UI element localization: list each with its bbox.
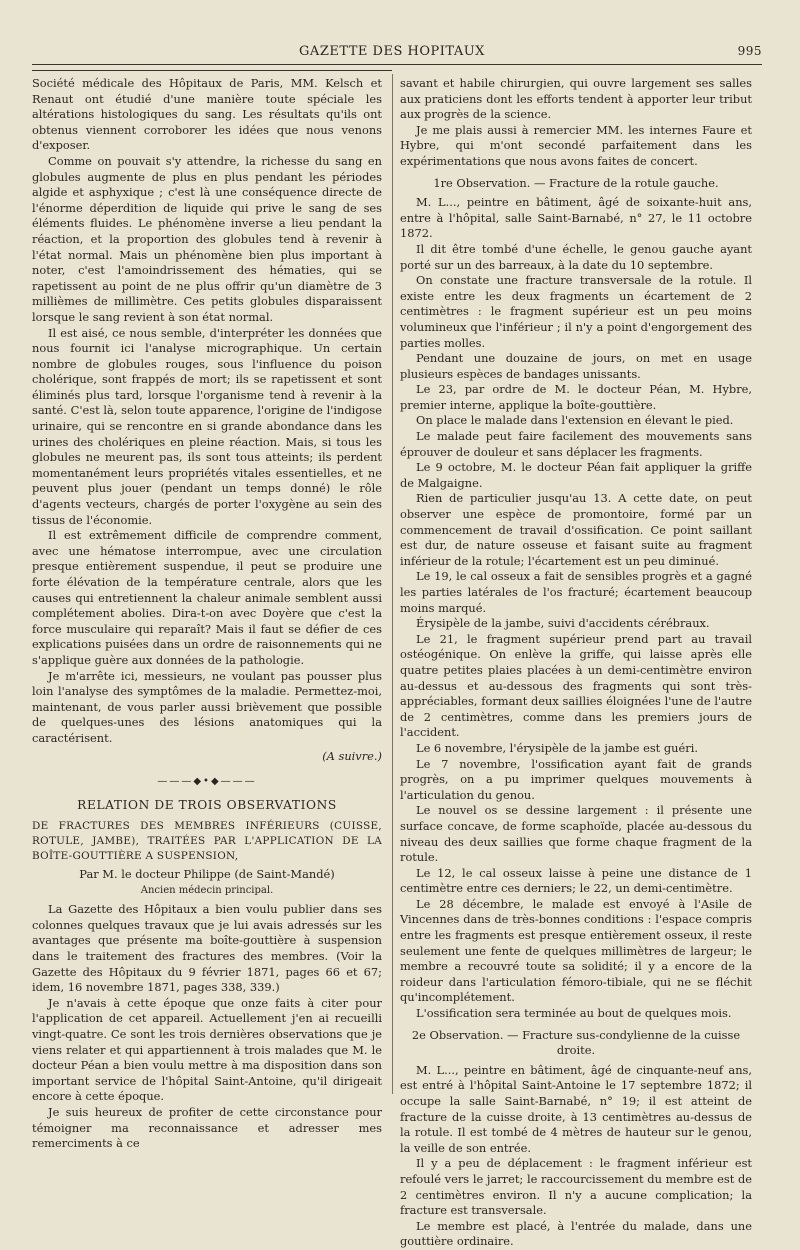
paragraph: L'ossification sera terminée au bout de quelques mois. xyxy=(416,1006,732,1021)
paragraph: savant et habile chirurgien, qui ouvre largement ses salles aux praticiens dont les efforts tendent à apporter leur tribut aux progrès de la science. xyxy=(400,76,752,122)
paragraph: M. L..., peintre en bâtiment, âgé de soixante-huit ans, entre à l'hôpital, salle Saint-Barnabé, n° 27, le 11 octobre 1872. xyxy=(400,195,752,241)
paragraph: Il dit être tombé d'une échelle, le genou gauche ayant porté sur un des barreaux, à la date du 10 septembre. xyxy=(400,241,752,272)
to-be-continued: (A suivre.) xyxy=(322,748,382,763)
newspaper-page xyxy=(22,30,762,1249)
paragraph: Érysipèle de la jambe, suivi d'accidents cérébraux. xyxy=(416,616,710,631)
paragraph: Le malade peut faire facilement des mouvements sans éprouver de douleur et sans déplacer les fragments. xyxy=(400,429,752,459)
paragraph: Le 7 novembre, l'ossification ayant fait de grands progrès, on a pu imprimer quelques mouvements à l'articulation du genou. xyxy=(400,756,752,802)
paragraph: M. L..., peintre en bâtiment, âgé de cinquante-neuf ans, est entré à l'hôpital Saint-Antoine le 17 septembre 1872; il occupe la salle Saint-Barnabé, n° 19; il est atteint de fracture de la cuisse droite, à 13 centimètres au-dessus de la rotule. Il est tombé de 4 mètres de hauteur sur le genou, la veille de son entrée. xyxy=(400,1062,752,1155)
journal-title: GAZETTE DES HOPITAUX xyxy=(299,44,485,59)
paragraph: On constate une fracture transversale de la rotule. Il existe entre les deux fragments un écartement de 2 centimètres : le fragment supérieur est un peu moins volumineux que l'inférieur ; il n'y a point d'engorgement des parties molles. xyxy=(400,273,752,350)
paragraph: Je n'avais à cette époque que onze faits à citer pour l'application de cet appareil. Actuellement j'en ai recueilli vingt-quatre. Ce sont les trois dernières observations que je viens relater et qui appartiennent à trois malades que M. le docteur Péan a bien voulu mettre à ma disposition dans son important service de l'hôpital Saint-Antoine, qu'il dirigeait encore à cette époque. xyxy=(32,995,382,1104)
paragraph: Il est extrêmement difficile de comprendre comment, avec une hématose interrompue, avec une circulation presque entièrement suspendue, il peut se produire une forte élévation de la température centrale, alors que les causes qui entretiennent la chaleur animale semblent aussi complétement abolies. Dira-t-on avec Doyère que c'est la force musculaire qui reparaît? Mais il faut se défier de ces explications puisées dans un ordre de raisonnements qui ne s'applique guère aux données de la pathologie. xyxy=(32,528,382,667)
paragraph: Le 28 décembre, le malade est envoyé à l'Asile de Vincennes dans de très-bonnes conditions : l'espace compris entre les fragments est presque entièrement osseux, il reste seulement une fente de quelques millimètres de largeur; le membre a recouvré toute sa solidité; il y a encore de la roideur dans l'articulation fémoro-tibiale, qui ne se fléchit qu'incomplétement. xyxy=(400,896,752,1005)
paragraph: Le 23, par ordre de M. le docteur Péan, M. Hybre, premier interne, applique la boîte-gouttière. xyxy=(400,382,752,412)
paragraph: Il y a peu de déplacement : le fragment inférieur est refoulé vers le jarret; le raccourcissement du membre est de 2 centimètres environ. Il n'y a aucune complication; la fracture est transversale. xyxy=(400,1156,752,1218)
header-rule xyxy=(32,64,762,65)
paragraph: Je m'arrête ici, messieurs, ne voulant pas pousser plus loin l'analyse des symptômes de la maladie. Permettez-moi, maintenant, de vous parler aussi brièvement que possible de quelques-unes des lésions anatomiques qui la caractérisent. xyxy=(32,668,382,745)
paragraph: Le 6 novembre, l'érysipèle de la jambe est guéri. xyxy=(416,740,698,755)
paragraph: Le 12, le cal osseux laisse à peine une distance de 1 centimètre entre ces derniers; le 22, un demi-centimètre. xyxy=(400,865,752,896)
paragraph: Il est aisé, ce nous semble, d'interpréter les données que nous fournit ici l'analyse micrographique. Un certain nombre de globules rouges, sous l'influence du poison cholérique, sont frappés de mort; ils se rapetissent et sont éliminés plus tard, lorsque l'organisme tend à revenir à la santé. C'est là, selon toute apparence, l'origine de l'indigose urinaire, qui se rencontre en si grande abondance dans les urines des cholériques en pleine réaction. Mais, si tous les globules ne meurent pas, ils sont tous atteints; ils perdent momentanément leurs propriétés vitales essentielles, et ne peuvent plus jouer (pendant un temps donné) le rôle d'agents vecteurs, chargés de porter l'oxygène au sein des tissus de l'économie. xyxy=(32,325,382,527)
paragraph: Le 19, le cal osseux a fait de sensibles progrès et a gagné les parties latérales de l'os fracturé; écartement beaucoup moins marqué. xyxy=(400,569,752,615)
paragraph: Le nouvel os se dessine largement : il présente une surface concave, de forme scaphoïde, placée au-dessous du niveau des deux saillies que forme chaque fragment de la rotule. xyxy=(400,803,752,865)
observation-1-title: 1re Observation. — Fracture de la rotule gauche. xyxy=(433,175,719,190)
paragraph: Le 21, le fragment supérieur prend part au travail ostéogénique. On enlève la griffe, qui laisse après elle quatre petites plaies placées à un demi-centimètre environ au-dessus et au-dessous des fragments qui sont très-appréciables, formant deux saillies éloignées l'une de l'autre de 2 centimètres, comme dans les premiers jours de l'accident. xyxy=(400,631,752,740)
column-separator xyxy=(392,74,393,1094)
paragraph: Pendant une douzaine de jours, on met en usage plusieurs espèces de bandages unissants. xyxy=(400,351,752,381)
paragraph: Comme on pouvait s'y attendre, la richesse du sang en globules augmente de plus en plus pendant les périodes algide et asphyxique ; c'est là une conséquence directe de l'énorme déperdition de liquide qui prive le sang de ses éléments fluides. Le phénomène inverse a lieu pendant la réaction, et la proportion des globules tend à revenir à l'état normal. Mais un phénomène bien plus important à noter, c'est l'amoindrissement des hématies, qui se rapetissent au point de ne plus offrir qu'un diamètre de 3 millièmes de millimètre. Ces petits globules disparaissent lorsque le sang revient à son état normal. xyxy=(32,153,382,324)
author-role: Ancien médecin principal. xyxy=(140,884,274,896)
section-ornament: ———◆•◆——— xyxy=(157,776,257,788)
left-column xyxy=(32,76,382,1152)
right-column xyxy=(400,76,752,1250)
article-author: Par M. le docteur Philippe (de Saint-Mandé) xyxy=(79,867,335,882)
paragraph: Je me plais aussi à remercier MM. les internes Faure et Hybre, qui m'ont secondé parfaitement dans les expérimentations que nous avons faites de concert. xyxy=(400,122,752,168)
section-subtitle: DE FRACTURES DES MEMBRES INFÉRIEURS (CUISSE, ROTULE, JAMBE), TRAITÉES PAR L'APPLICATION DE LA BOÎTE-GOUTTIÈRE A SUSPENSION, xyxy=(32,820,382,862)
observation-2-title: 2e Observation. — Fracture sus-condylienne de la cuisse droite. xyxy=(411,1027,741,1058)
paragraph: La Gazette des Hôpitaux a bien voulu publier dans ses colonnes quelques travaux que je lui avais adressés sur les avantages que présente ma boîte-gouttière à suspension dans le traitement des fractures des membres. (Voir la Gazette des Hôpitaux du 9 février 1871, pages 66 et 67; idem, 16 novembre 1871, pages 338, 339.) xyxy=(32,902,382,995)
paragraph: Le membre est placé, à l'entrée du malade, dans une gouttière ordinaire. xyxy=(400,1218,752,1249)
section-title: RELATION DE TROIS OBSERVATIONS xyxy=(77,797,337,812)
page-number: 995 xyxy=(737,44,762,58)
page-header xyxy=(22,42,762,62)
paragraph: Le 9 octobre, M. le docteur Péan fait appliquer la griffe de Malgaigne. xyxy=(400,460,752,490)
paragraph: Société médicale des Hôpitaux de Paris, MM. Kelsch et Renaut ont étudié d'une manière toute spéciale les altérations histologiques du sang. Les résultats qu'ils ont obtenus viennent corroborer les idées que nous venons d'exposer. xyxy=(32,76,382,153)
header-rule-left xyxy=(32,70,392,71)
paragraph: On place le malade dans l'extension en élevant le pied. xyxy=(416,413,734,428)
paragraph: Rien de particulier jusqu'au 13. A cette date, on peut observer une espèce de promontoire, formé par un commencement de travail d'ossification. Ce point saillant est dur, de nature osseuse et faisant suite au fragment inférieur de la rotule; l'écartement est un peu diminué. xyxy=(400,491,752,568)
paragraph: Je suis heureux de profiter de cette circonstance pour témoigner ma reconnaissance et adresser mes remerciments à ce xyxy=(32,1105,382,1151)
